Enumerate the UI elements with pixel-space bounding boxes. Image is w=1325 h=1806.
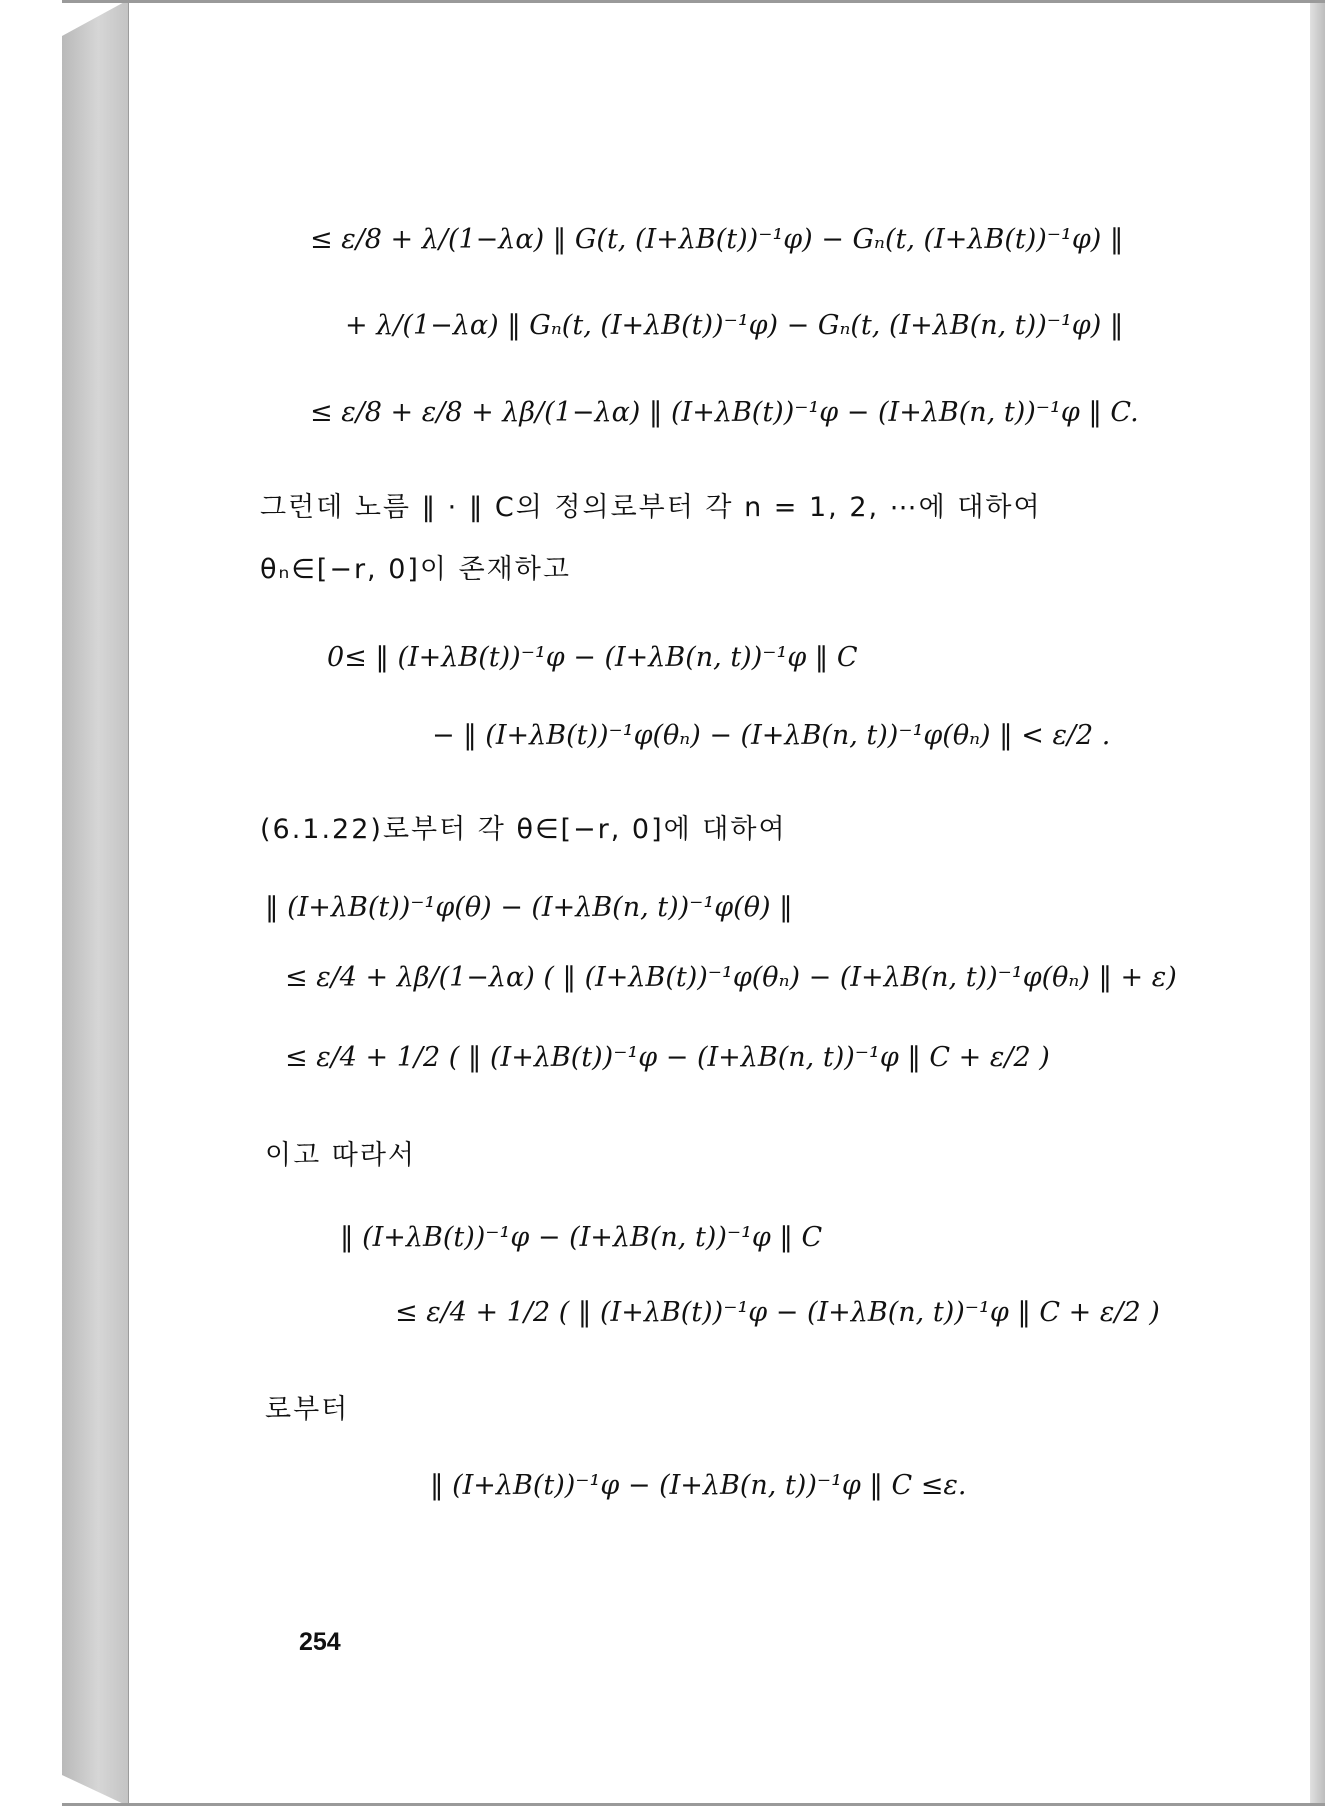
equation-line-7: ≤ ε/4 + λβ/(1−λα) ( ‖ (I+λB(t))⁻¹φ(θₙ) − (I+λB(n, t))⁻¹φ(θₙ) ‖ + ε) [285, 962, 1177, 993]
equation-line-4: 0≤ ‖ (I+λB(t))⁻¹φ − (I+λB(n, t))⁻¹φ ‖ C [327, 642, 858, 673]
equation-line-6: ‖ (I+λB(t))⁻¹φ(θ) − (I+λB(n, t))⁻¹φ(θ) ‖ [265, 892, 793, 923]
equation-line-2: + λ/(1−λα) ‖ Gₙ(t, (I+λB(t))⁻¹φ) − Gₙ(t, (I+λB(n, t))⁻¹φ) ‖ [345, 310, 1124, 341]
equation-line-5: − ‖ (I+λB(t))⁻¹φ(θₙ) − (I+λB(n, t))⁻¹φ(θₙ) ‖ < ε/2 . [432, 720, 1111, 751]
text-line-5: 로부터 [265, 1394, 350, 1425]
text-line-1: 그런데 노름 ‖ · ‖ C의 정의로부터 각 n = 1, 2, ⋯에 대하여 [260, 492, 1042, 523]
equation-line-8: ≤ ε/4 + 1/2 ( ‖ (I+λB(t))⁻¹φ − (I+λB(n, t))⁻¹φ ‖ C + ε/2 ) [285, 1042, 1050, 1073]
text-line-4: 이고 따라서 [265, 1140, 416, 1171]
book-right-edge [1310, 3, 1325, 1803]
equation-line-11: ‖ (I+λB(t))⁻¹φ − (I+λB(n, t))⁻¹φ ‖ C ≤ε. [430, 1470, 967, 1501]
equation-line-1: ≤ ε/8 + λ/(1−λα) ‖ G(t, (I+λB(t))⁻¹φ) − Gₙ(t, (I+λB(t))⁻¹φ) ‖ [310, 224, 1124, 255]
book-spine [62, 0, 128, 1806]
equation-line-9: ‖ (I+λB(t))⁻¹φ − (I+λB(n, t))⁻¹φ ‖ C [340, 1222, 823, 1253]
page-number: 254 [299, 1628, 341, 1656]
equation-line-10: ≤ ε/4 + 1/2 ( ‖ (I+λB(t))⁻¹φ − (I+λB(n, t))⁻¹φ ‖ C + ε/2 ) [395, 1297, 1160, 1328]
text-line-2: θₙ∈[−r, 0]이 존재하고 [260, 554, 571, 585]
equation-line-3: ≤ ε/8 + ε/8 + λβ/(1−λα) ‖ (I+λB(t))⁻¹φ − (I+λB(n, t))⁻¹φ ‖ C. [310, 397, 1139, 428]
text-line-3: (6.1.22)로부터 각 θ∈[−r, 0]에 대하여 [260, 814, 787, 845]
